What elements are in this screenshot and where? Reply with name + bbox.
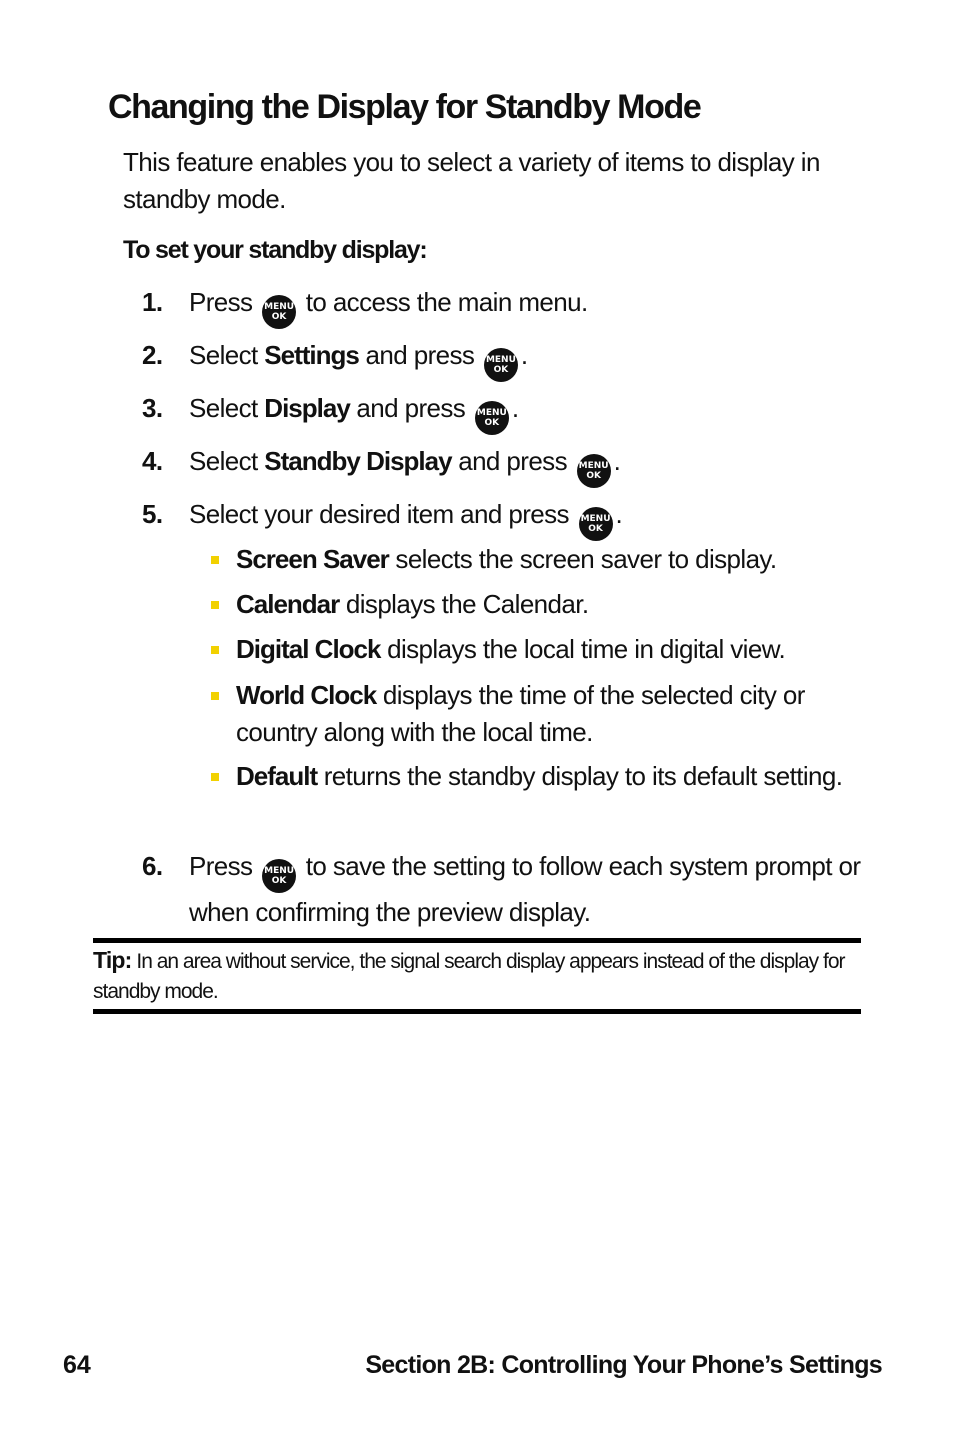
step-text-after: .: [511, 393, 519, 423]
step-text-after: to access the main menu.: [305, 287, 588, 317]
step-text: [189, 389, 869, 435]
step-text-mid: and press: [365, 340, 475, 370]
step-number: 2.: [142, 340, 163, 370]
step-number: 4.: [142, 446, 163, 476]
step-text-after: .: [520, 340, 528, 370]
step-text-before: Press: [189, 851, 253, 881]
menu-ok-key-icon: MENU OK: [475, 401, 509, 435]
step-text: [189, 336, 869, 382]
step-text: [189, 442, 869, 488]
menu-ok-key-icon: MENU OK: [262, 859, 296, 893]
section-title: Section 2B: Controlling Your Phone’s Settings: [365, 1351, 882, 1379]
option-description: displays the Calendar.: [345, 589, 589, 619]
menu-ok-key-icon: MENU OK: [262, 295, 296, 329]
step-number: 5.: [142, 499, 163, 529]
step-text-before: Select: [189, 446, 258, 476]
option-name: Screen Saver: [236, 544, 389, 574]
option-description: returns the standby display to its default setting.: [323, 761, 843, 791]
page-title: Changing the Display for Standby Mode: [108, 88, 701, 126]
tip-label: Tip:: [93, 947, 132, 973]
option-name: Digital Clock: [236, 634, 381, 664]
menu-item-name: Settings: [264, 340, 359, 370]
step-number: 6.: [142, 851, 163, 881]
option-name: Default: [236, 761, 318, 791]
menu-ok-key-icon: MENU OK: [577, 454, 611, 488]
tip-box: [93, 938, 861, 1014]
step-text-after: .: [613, 446, 621, 476]
page-number: 64: [63, 1351, 91, 1379]
step-number: 1.: [142, 287, 163, 317]
bullet-square-icon: [211, 646, 219, 654]
menu-ok-key-icon: MENU OK: [484, 348, 518, 382]
menu-ok-key-icon: MENU OK: [579, 507, 613, 541]
option-description: displays the local time in digital view.: [387, 634, 786, 664]
option-name: World Clock: [236, 680, 377, 710]
step-text-before: Select: [189, 393, 258, 423]
option-description: selects the screen saver to display.: [395, 544, 777, 574]
bullet-square-icon: [211, 692, 219, 700]
step-text-before: Select: [189, 340, 258, 370]
bullet-square-icon: [211, 601, 219, 609]
step-text: [189, 283, 869, 329]
step-text-before: Select your desired item and press: [189, 499, 569, 529]
bullet-square-icon: [211, 773, 219, 781]
step-text-after: to save the setting to follow each system prompt or when confirming the preview display.: [189, 851, 861, 927]
tip-body: In an area without service, the signal search display appears instead of the display for standby mode.: [93, 950, 845, 1003]
tip-text: [93, 945, 861, 1007]
procedure-heading: To set your standby display:: [123, 236, 427, 264]
step-text: [189, 847, 869, 931]
menu-item-name: Standby Display: [264, 446, 452, 476]
menu-item-name: Display: [264, 393, 350, 423]
step-text: [189, 495, 869, 541]
step-text-before: Press: [189, 287, 253, 317]
step-number: 3.: [142, 393, 163, 423]
step-text-mid: and press: [458, 446, 567, 476]
bullet-square-icon: [211, 556, 219, 564]
option-name: Calendar: [236, 589, 340, 619]
intro-paragraph: This feature enables you to select a variety of items to display in standby mode.: [123, 147, 820, 214]
option-description: displays the time of the selected city or country along with the local time.: [236, 680, 805, 747]
step-text-after: .: [615, 499, 623, 529]
step-text-mid: and press: [356, 393, 466, 423]
